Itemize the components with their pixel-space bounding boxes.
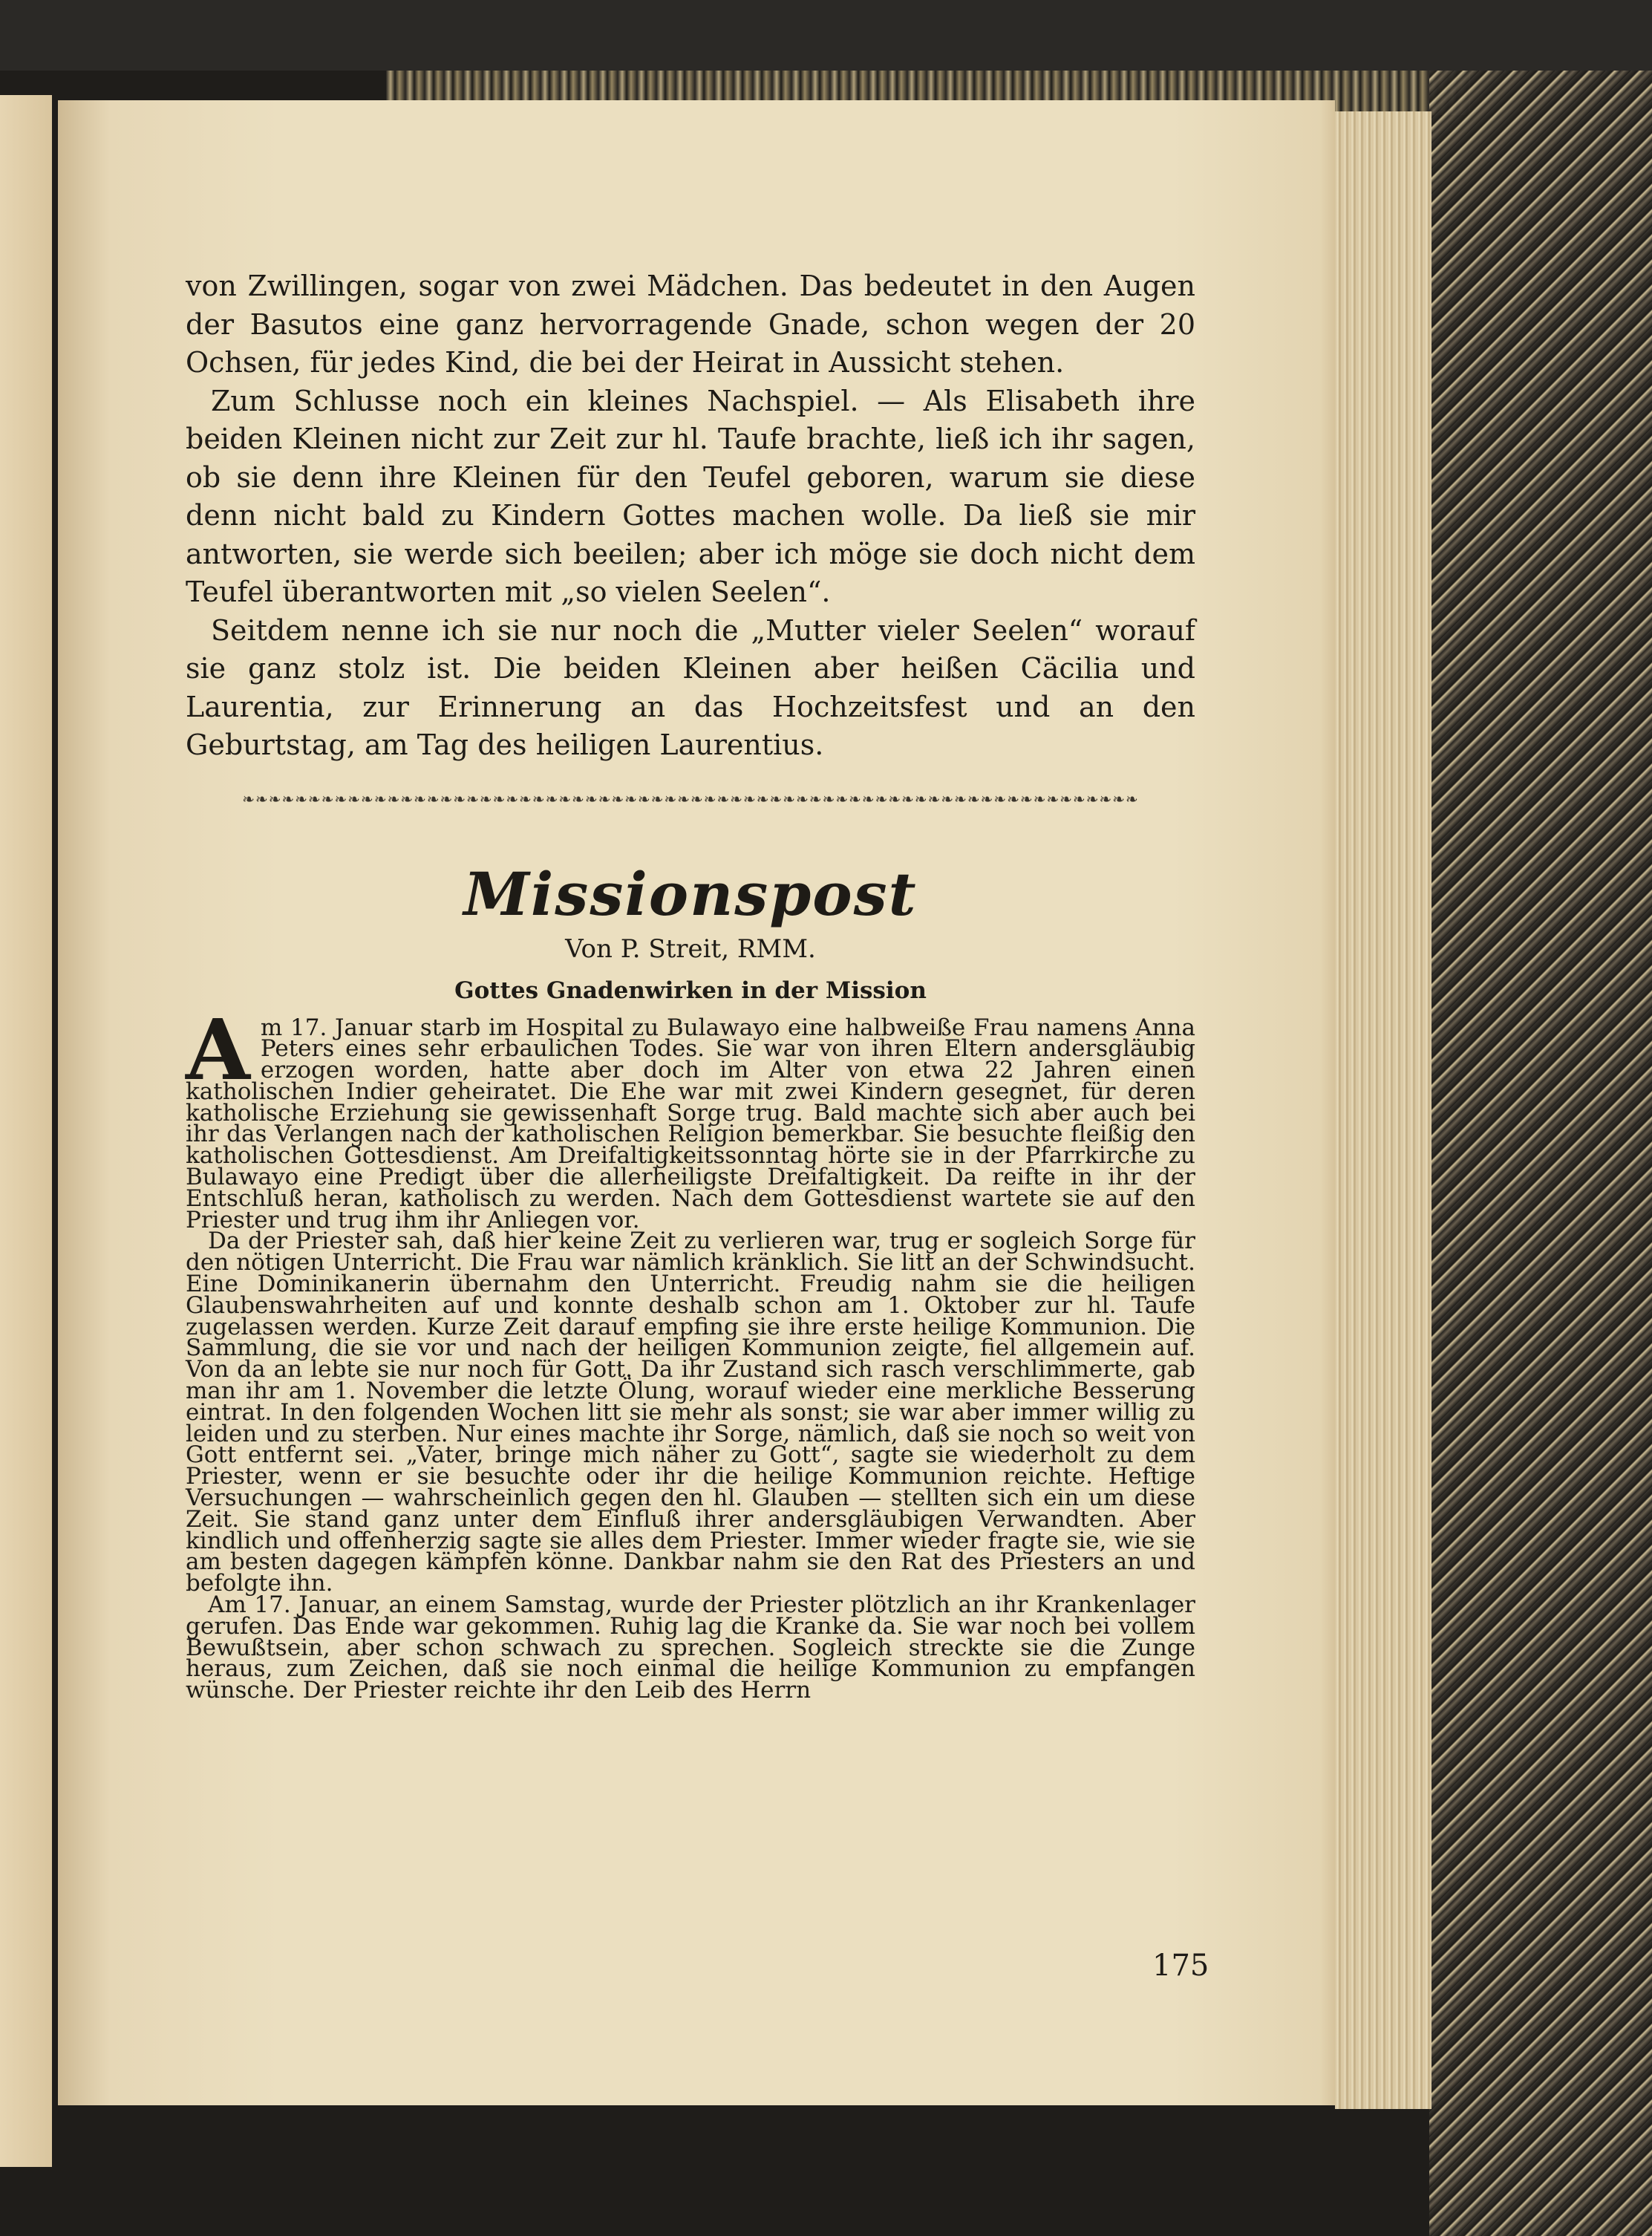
intro-paragraph: Zum Schlusse noch ein kleines Nachspiel. — Als Elisabeth ihre beiden Kleinen nicht zur Zeit zur hl. Taufe brachte, ließ ich ihr sagen, ob sie denn ihre Kleinen für den Teufel geboren, warum sie diese denn nicht bald zu Kindern Gottes machen wolle. Da ließ sie mir antworten, sie werde sich beeilen; aber ich möge sie doch nicht dem Teufel überantworten mit „so vielen Seelen“. <box>186 384 1195 608</box>
page-content <box>186 267 1195 1704</box>
article-paragraph: Am 17. Januar, an einem Samstag, wurde der Priester plötzlich an ihr Krankenlager gerufen. Das Ende war gekommen. Ruhig lag die Kranke da. Sie war noch bei vollem Bewußtsein, aber schon schwach zu sprechen. Sogleich streckte sie die Zunge heraus, zum Zeichen, daß sie noch einmal die heilige Kommunion zu empfangen wünsche. Der Priester reichte ihr den Leib des Herrn <box>186 1591 1195 1704</box>
left-page-edge <box>0 95 52 2167</box>
page-number: 175 <box>1152 1949 1209 1983</box>
article-title: Missionspost <box>463 858 918 929</box>
article-subheading: Gottes Gnadenwirken in der Mission <box>454 977 927 1004</box>
article-body <box>186 1001 1195 1704</box>
ornamental-divider: ❧❧❧❧❧❧❧❧❧❧❧❧❧❧❧❧❧❧❧❧❧❧❧❧❧❧❧❧❧❧❧❧❧❧❧❧❧❧❧❧❧❧❧❧❧❧❧❧❧❧❧❧❧❧❧❧❧❧❧❧❧❧❧❧❧❧❧❧ <box>242 789 1139 808</box>
first-paragraph-text: m 17. Januar starb im Hospital zu Bulawayo eine halbweiße Frau namens Anna Peters eines sehr erbaulichen Todes. Sie war von ihren Eltern andersgläubig erzogen worden, hatte aber doch im Alter von etwa 22 Jahren einen katholischen Indier geheiratet. Die Ehe war mit zwei Kindern gesegnet, für deren katholische Erziehung sie gewissenhaft Sorge trug. Bald machte sich aber auch bei ihr das Verlangen nach der katholischen Religion bemerkbar. Sie besuchte fleißig den katholischen Gottesdienst. Am Dreifaltigkeitssonntag hörte sie in der Pfarrkirche zu Bulawayo eine Predigt über die allerheiligste Dreifaltigkeit. Da reifte in ihr der Entschluß heran, katholisch zu werden. Nach dem Gottesdienst wartete sie auf den Priester und trug ihm ihr Anliegen vor. <box>186 1014 1195 1233</box>
intro-paragraph: von Zwillingen, sogar von zwei Mädchen. Das bedeutet in den Augen der Basutos eine ganz hervorragende Gnade, schon wegen der 20 Ochsen, für jedes Kind, die bei der Heirat in Aussicht stehen. <box>186 270 1195 379</box>
page-stack-edge <box>1335 111 1431 2109</box>
drop-cap: A <box>186 1001 250 1099</box>
article-byline: Von P. Streit, RMM. <box>565 933 816 964</box>
article-paragraph: Da der Priester sah, daß hier keine Zeit zu verlieren war, trug er sogleich Sorge für den nötigen Unterricht. Die Frau war nämlich kränklich. Sie litt an der Schwindsucht. Eine Dominikanerin übernahm den Unterricht. Freudig nahm sie die heiligen Glaubenswahrheiten auf und konnte deshalb schon am 1. Oktober zur hl. Taufe zugelassen werden. Kurze Zeit darauf empfing sie ihre erste heilige Kommunion. Die Sammlung, die sie vor und nach der heiligen Kommunion zeigte, fiel allgemein auf. Von da an lebte sie nur noch für Gott. Da ihr Zustand sich rasch verschlimmerte, gab man ihr am 1. November die letzte Ölung, worauf wieder eine merkliche Besserung eintrat. In den folgenden Wochen litt sie mehr als sonst; sie war aber immer willig zu leiden und zu sterben. Nur eines machte ihr Sorge, nämlich, daß sie noch so weit von Gott entfernt sei. „Vater, bringe mich näher zu Gott“, sagte sie wiederholt zu dem Priester, wenn er sie besuchte oder ihr die heilige Kommunion reichte. Heftige Versuchungen — wahrscheinlich gegen den hl. Glauben — stellten sich ein um diese Zeit. Sie stand ganz unter dem Einfluß ihrer andersgläubigen Verwandten. Aber kindlich und offenherzig sagte sie alles dem Priester. Immer wieder fragte sie, wie sie am besten dagegen kämpfen könne. Dankbar nahm sie den Rat des Priesters an und befolgte ihn. <box>186 1228 1195 1597</box>
marbled-cover-edge <box>1429 71 1652 2236</box>
intro-paragraph: Seitdem nenne ich sie nur noch die „Mutter vieler Seelen“ worauf sie ganz stolz ist. Die beiden Kleinen aber heißen Cäcilia und Laurentia, zur Erinnerung an das Hochzeitsfest und an den Geburtstag, am Tag des heiligen Laurentius. <box>186 613 1195 761</box>
article-paragraph <box>186 1001 1195 1233</box>
